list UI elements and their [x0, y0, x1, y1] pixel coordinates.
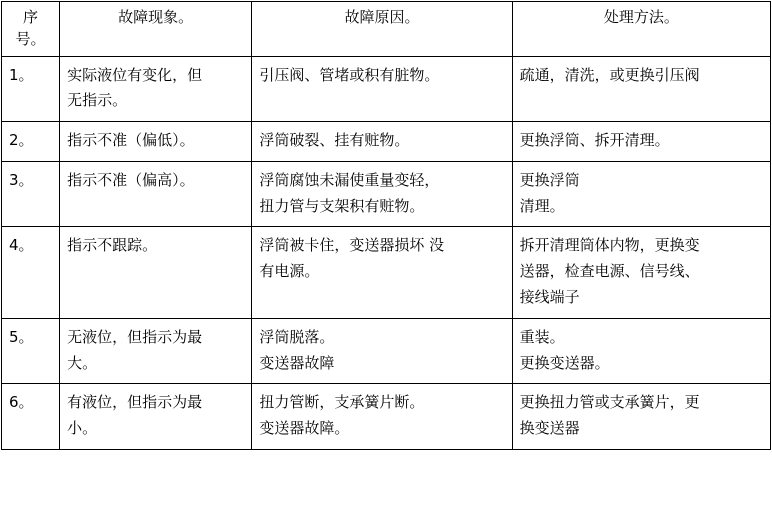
text-line: 疏通，清洗，或更换引压阀 [519, 65, 700, 84]
cell-phenomenon [60, 56, 252, 122]
text-line: 指示不跟踪。 [67, 236, 158, 255]
table-row [2, 56, 771, 122]
text-line: 清理。 [519, 196, 565, 215]
cell-no: 1。 [2, 56, 60, 122]
text-line: 扭力管与支架积有赃物。 [259, 196, 425, 215]
table-row [2, 227, 771, 318]
text-line: 有液位，但指示为最 [67, 393, 203, 412]
cell-method [512, 318, 770, 384]
text-line: 换变送器 [519, 419, 580, 438]
cell-method [512, 161, 770, 227]
cell-phenomenon [60, 227, 252, 318]
text-line: 实际液位有变化，但 [67, 65, 203, 84]
cell-cause [252, 227, 512, 318]
text-line: 送器，检查电源、信号线、 [519, 262, 700, 281]
table-row [2, 122, 771, 162]
cell-phenomenon [60, 384, 252, 450]
text-line: 更换扭力管或支承簧片，更 [519, 393, 700, 412]
text-line: 扭力管断，支承簧片断。 [259, 393, 425, 412]
text-line: 无指示。 [67, 91, 128, 110]
cell-cause [252, 384, 512, 450]
cell-method [512, 56, 770, 122]
table-row [2, 384, 771, 450]
column-header-no: 序号。 [2, 2, 60, 57]
cell-cause [252, 161, 512, 227]
cell-phenomenon [60, 122, 252, 162]
text-line: 有电源。 [259, 262, 320, 281]
text-line: 浮筒破裂、挂有赃物。 [259, 131, 410, 150]
table-header-row [2, 2, 771, 57]
text-line: 变送器故障 [259, 353, 335, 372]
text-line: 无液位，但指示为最 [67, 327, 203, 346]
text-line: 引压阀、管堵或积有脏物。 [259, 65, 440, 84]
cell-method [512, 227, 770, 318]
cell-no: 6。 [2, 384, 60, 450]
column-header-phenomenon: 故障现象。 [60, 2, 252, 57]
cell-method [512, 384, 770, 450]
text-line: 更换变送器。 [519, 353, 610, 372]
text-line: 接线端子 [519, 288, 580, 307]
cell-no: 2。 [2, 122, 60, 162]
text-line: 指示不准（偏低）。 [67, 131, 195, 150]
cell-cause [252, 56, 512, 122]
cell-no: 5。 [2, 318, 60, 384]
cell-no: 4。 [2, 227, 60, 318]
table-row [2, 161, 771, 227]
cell-no: 3。 [2, 161, 60, 227]
column-header-cause: 故障原因。 [252, 2, 512, 57]
text-line: 更换浮筒、拆开清理。 [519, 131, 670, 150]
fault-diagnosis-table [1, 1, 771, 450]
text-line: 浮筒被卡住，变送器损坏 没 [259, 236, 445, 255]
table-row [2, 318, 771, 384]
text-line: 小。 [67, 419, 98, 438]
text-line: 拆开清理筒体内物，更换变 [519, 236, 700, 255]
text-line: 变送器故障。 [259, 419, 350, 438]
text-line: 更换浮筒 [519, 170, 580, 189]
cell-phenomenon [60, 318, 252, 384]
cell-cause [252, 122, 512, 162]
text-line: 浮筒腐蚀未漏使重量变轻， [259, 170, 440, 189]
text-line: 大。 [67, 353, 98, 372]
text-line: 重装。 [519, 327, 565, 346]
cell-cause [252, 318, 512, 384]
text-line: 指示不准（偏高）。 [67, 170, 195, 189]
table-header [2, 2, 771, 57]
column-header-method: 处理方法。 [512, 2, 770, 57]
cell-method [512, 122, 770, 162]
table-body [2, 56, 771, 450]
text-line: 浮筒脱落。 [259, 327, 335, 346]
cell-phenomenon [60, 161, 252, 227]
